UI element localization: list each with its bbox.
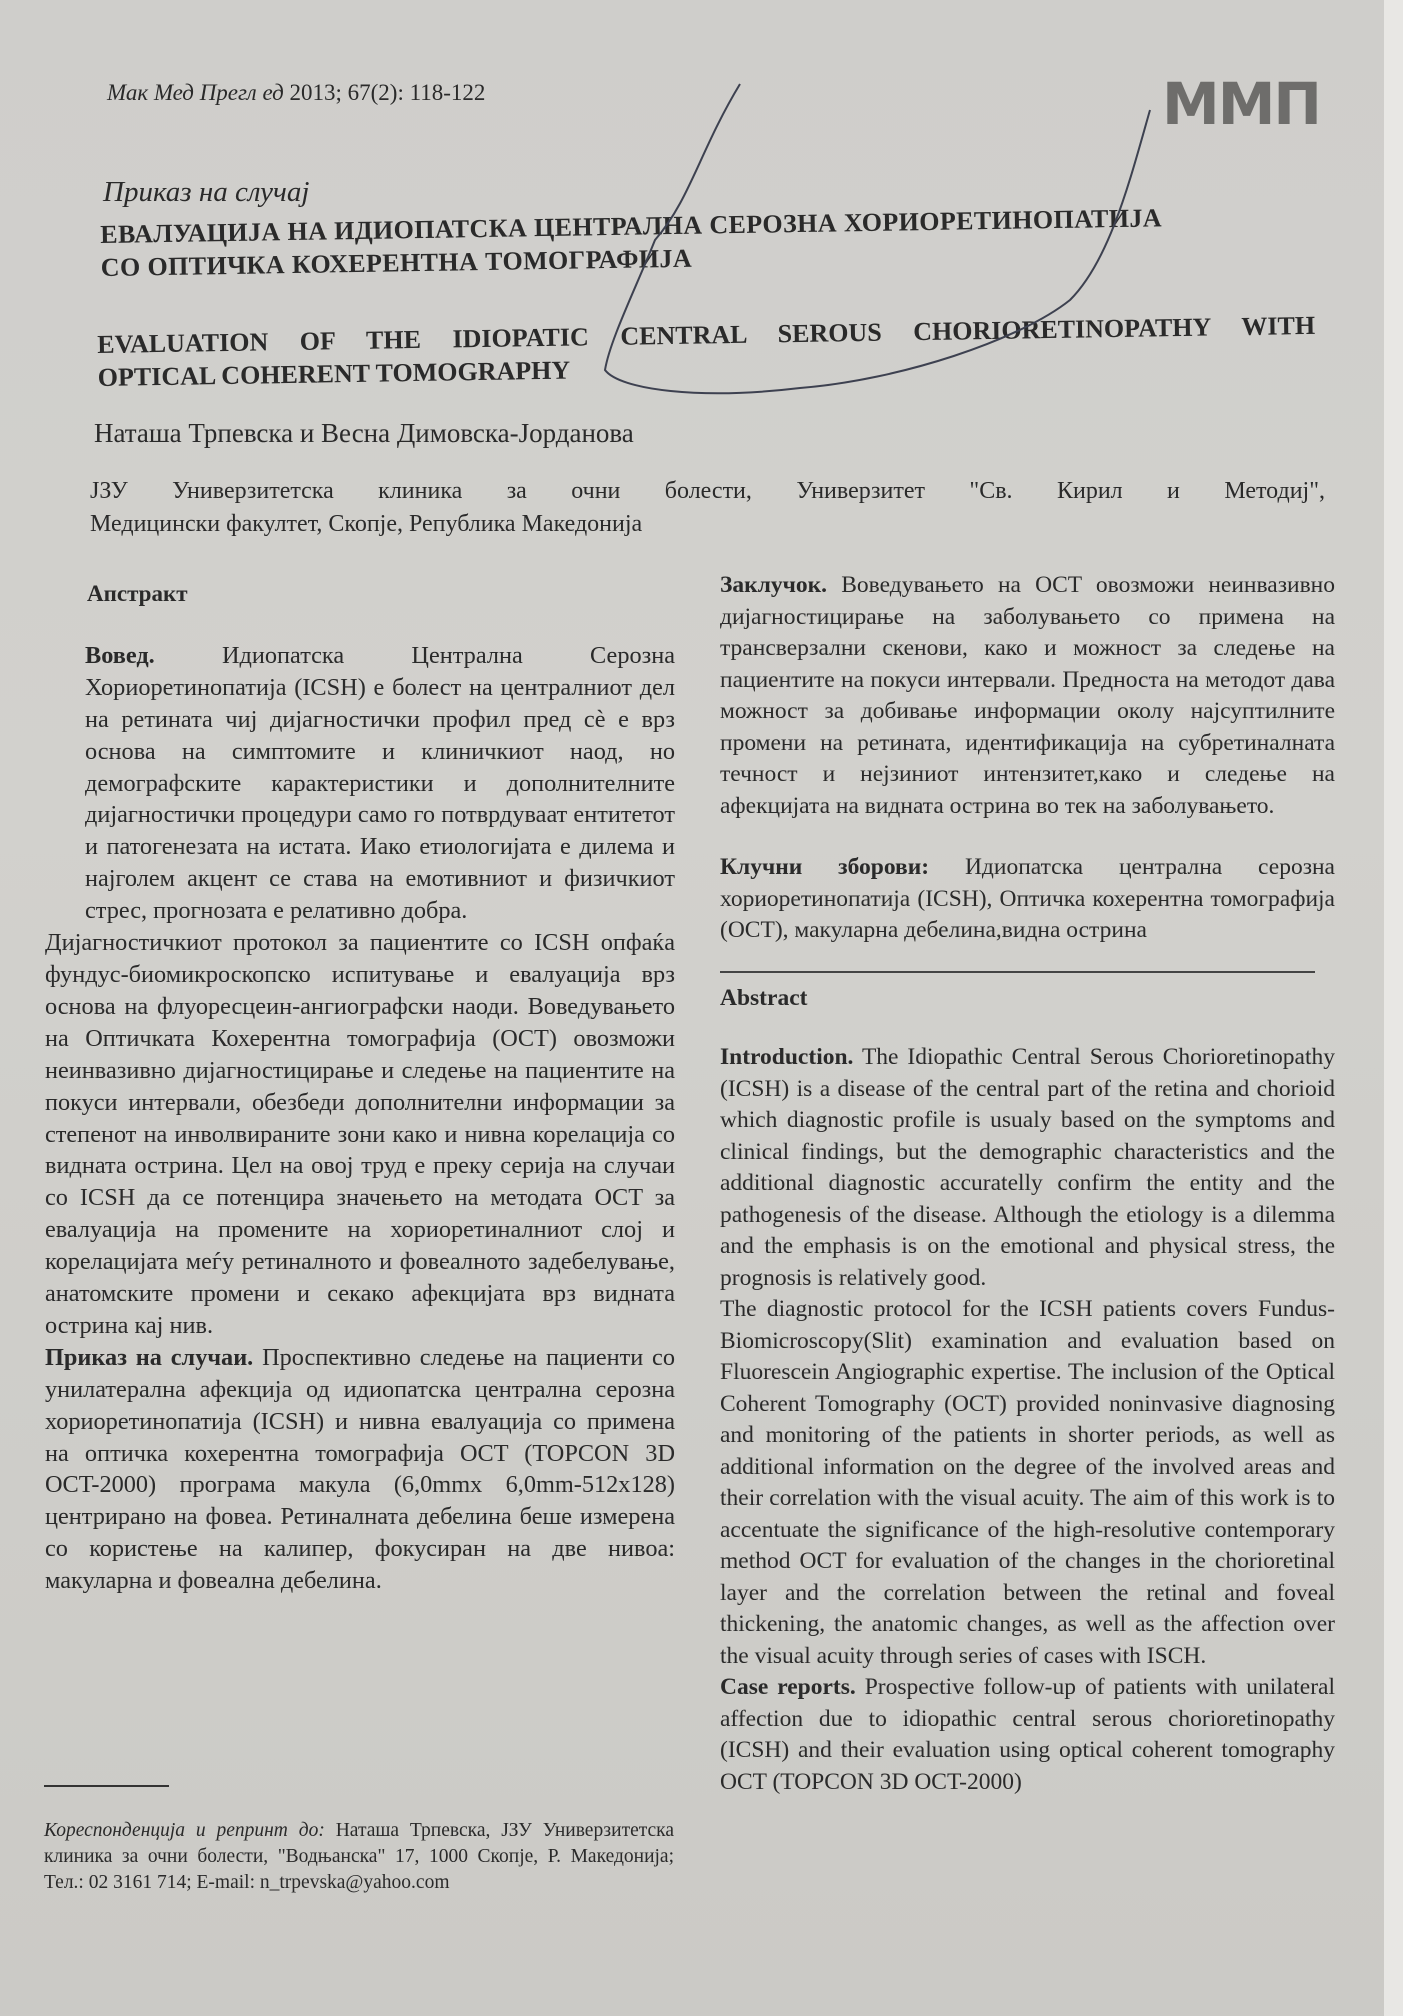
article-type: Приказ на случај	[103, 176, 310, 208]
intro-paragraph-en	[720, 1042, 1335, 1294]
affiliation-line2: Медицински факултет, Скопје, Република Македонија	[90, 511, 643, 537]
title-mk-line1: ЕВАЛУАЦИЈА НА ИДИОПАТСКА ЦЕНТРАЛНА СЕРОЗНА ХОРИОРЕТИНОПАТИЈА	[100, 203, 1163, 249]
footnote-label: Кореспонденција и репринт до:	[44, 1820, 325, 1841]
cases-text-mk: Проспективно следење на пациенти со унилатерална афекција од идиопатска централна серозна хориоретинопатија (ICSH) и нивна евалуација со примена на оптичка кохерентна томографија OCT (TOPCON 3D OCT-2000) програма макула (6,0mmx 6,0mm-512x128) центрирано на фовеа. Ретиналната дебелина беше измерена со користење на калипер, фокусиран на две нивоа: макуларна и фовеална дебелина.	[45, 1343, 675, 1595]
abstract-mk-heading: Апстракт	[87, 581, 188, 606]
title-mk-line2: СО ОПТИЧКА КОХЕРЕНТНА ТОМОГРАФИЈА	[100, 243, 693, 282]
conclusion-paragraph-mk	[720, 570, 1335, 822]
intro-paragraph-mk	[45, 640, 675, 927]
protocol-paragraph-en: The diagnostic protocol for the ICSH patients covers Fundus-Biomicroscopy(Slit) examination and evaluation based on Fluorescein Angiographic expertise. The inclusion of the Optical Coherent Tomography (OCT) provided noninvasive diagnosing and monitoring of the patients in shorter periods, as well as additional information on the degree of the involved areas and their correlation with the visual acuity. The aim of this work is to accentuate the significance of the high-resolutive contemporary method OCT for evaluation of the changes in the chorioretinal layer and the correlation between the retinal and foveal thickening, the anatomic changes, as well as the affection over the visual acuity through series of cases with ISCH.	[720, 1296, 1335, 1669]
left-column	[45, 578, 675, 1597]
journal-logo: ММП	[1162, 70, 1320, 138]
footnote-divider	[44, 1785, 169, 1787]
protocol-paragraph-mk: Дијагностичкиот протокол за пациентите со ICSH опфаќа фундус-биомикроскопско испитување и евалуација врз основа на флуоресцеин-ангиографски наоди. Воведувањето на Оптичката Кохерентна томографија (OCT) овозможи неинвазивно дијагностицирање и следење на пациентите на покуси интервали, обезбеди дополнителни информации за степенот на инволвираните зони како и нивна корелација со видната острина. Цел на овој труд е преку серија на случаи со ICSH да се потенцира значењето на методата OCT за евалуација на промените на хориоретиналниот слој и корелацијата меѓу ретиналното и фовеалното задебелување, анатомските промени и секако афекцијата врз видната острина кај нив.	[45, 929, 675, 1339]
title-en-line1: EVALUATION OF THE IDIOPATIC CENTRAL SEROUS CHORIORETINOPATHY WITH	[97, 310, 1316, 359]
correspondence-footnote	[44, 1818, 674, 1896]
journal-volume: 2013; 67(2): 118-122	[289, 80, 486, 105]
abstract-en-heading: Abstract	[720, 984, 808, 1011]
cases-text-en: Prospective follow-up of patients with unilateral affection due to idiopathic central serous chorioretinopathy (ICSH) and their evaluation using optical coherent tomography OCT (TOPCON 3D OCT-2000)	[720, 1674, 1335, 1795]
footnote-text: Наташа Трпевска, ЈЗУ Универзитетска клиника за очни болести, "Водњанска" 17, 1000 Скопје, Р. Македонија; Тел.: 02 3161 714; E-mail: n_trpevska@yahoo.com	[44, 1820, 674, 1893]
conclusion-label-mk: Заклучок.	[720, 572, 828, 598]
keywords-paragraph-mk	[720, 852, 1335, 947]
affiliation-line1: ЈЗУ Универзитетска клиника за очни болести, Универзитет "Св. Кирил и Методиј",	[90, 478, 1325, 504]
journal-citation	[107, 80, 485, 106]
intro-text-mk: Идиопатска Централна Серозна Хориоретинопатија (ICSH) е болест на централниот дел на ретината чиј дијагностички профил пред сѐ е врз основа на симптомите и клиничкиот наод, но демографските карактеристики и дополнителните дијагностички процедури само го потврдуваат ентитетот и патогенезата на истата. Иако етиологијата е дилема и најголем акцент се става на емотивниот и физичкиот стрес, прогнозата е релативно добра.	[85, 641, 675, 925]
keywords-text-mk: Идиопатска централна серозна хориоретинопатија (ICSH), Оптичка кохерентна томографија (OCT), макуларна дебелина,видна острина	[720, 854, 1335, 943]
right-column	[720, 570, 1335, 1798]
conclusion-text-mk: Воведувањето на OCT овозможи неинвазивно дијагностицирање на заболувањето со примена на трансверзални скенови, како и можност за следење на пациентите на покуси интервали. Предноста на методот дава можност за добивање информации околу најсуптилните промени на ретината, идентификација на субретиналната течност и нејзиниот интензитет,како и следење на афекцијата на видната острина во тек на заболувањето.	[720, 572, 1335, 819]
keywords-label-mk: Клучни зборови:	[720, 854, 930, 880]
intro-label-mk: Вовед.	[85, 641, 155, 669]
cases-paragraph-mk	[45, 1342, 675, 1597]
section-divider	[720, 971, 1315, 973]
cases-label-mk: Приказ на случаи.	[45, 1343, 254, 1371]
intro-text-en: The Idiopathic Central Serous Chorioretinopathy (ICSH) is a disease of the central part of the retina and chorioid which diagnostic profile is usualy based on the symptoms and clinical findings, but the demographic characteristics and the additional diagnostic accuratelly confirm the entity and the pathogenesis of the disease. Although the etiology is a dilemma and the emphasis is on the emotional and physical stress, the prognosis is relatively good.	[720, 1044, 1335, 1291]
cases-paragraph-en	[720, 1672, 1335, 1798]
journal-name: Мак Мед Прегл ед	[107, 80, 284, 105]
intro-label-en: Introduction.	[720, 1044, 854, 1070]
title-en-line2: OPTICAL COHERENT TOMOGRAPHY	[97, 355, 571, 392]
authors: Наташа Трпевска и Весна Димовска-Јорданова	[94, 418, 634, 448]
affiliation	[90, 475, 1325, 541]
cases-label-en: Case reports.	[720, 1674, 856, 1700]
page-edge	[1384, 0, 1403, 2016]
